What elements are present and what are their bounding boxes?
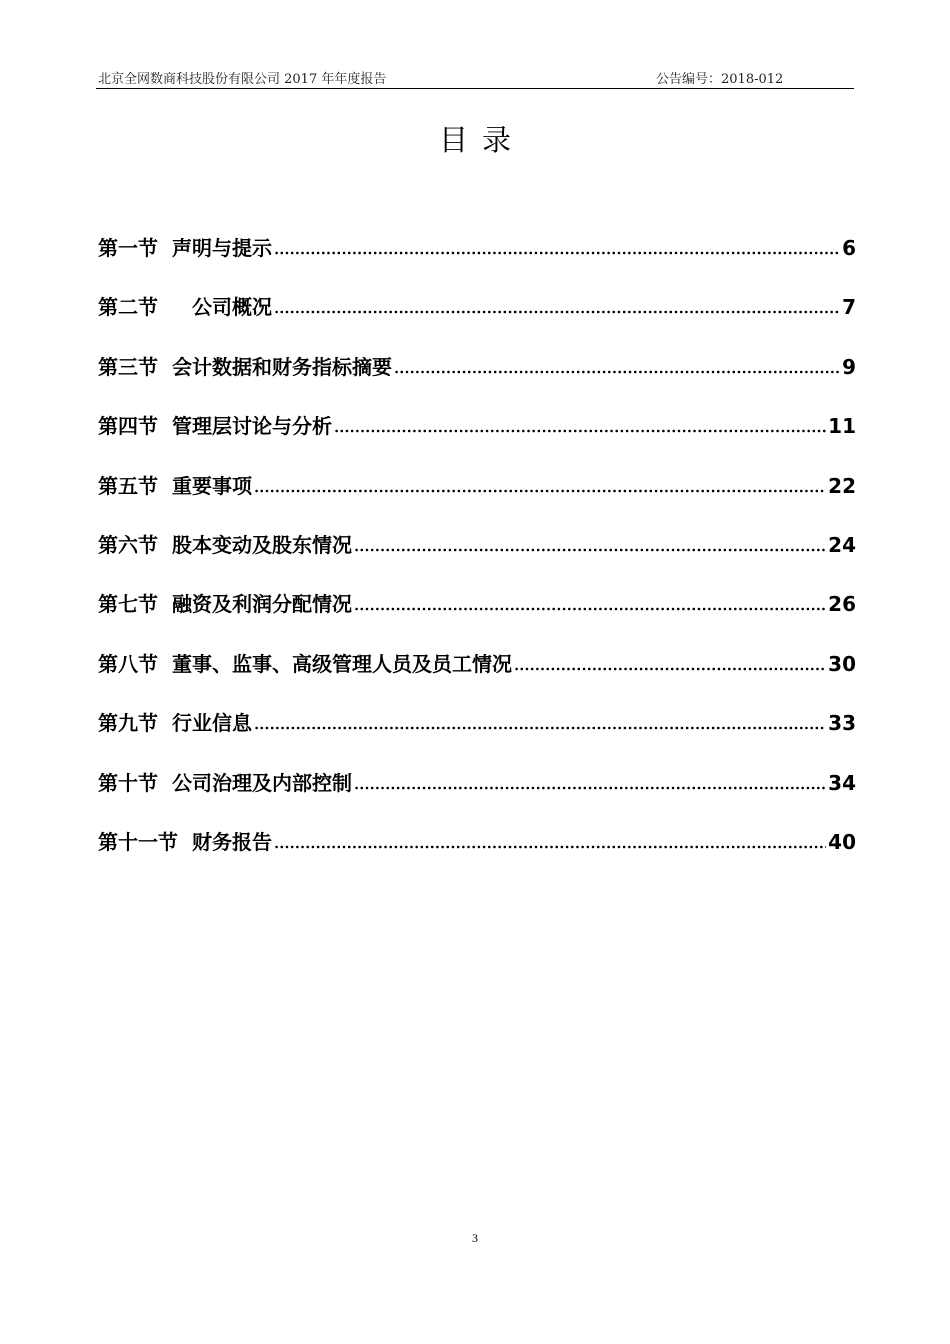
toc-section-name: 董事、监事、高级管理人员及员工情况 (172, 651, 512, 676)
toc-section-label: 第一节 (98, 236, 158, 260)
toc-section-name: 管理层讨论与分析 (172, 414, 332, 439)
toc-section-name: 融资及利润分配情况 (172, 592, 352, 617)
toc-page-number: 34 (828, 770, 856, 795)
page-header (96, 66, 854, 89)
header-report-title: 北京全网数商科技股份有限公司 2017 年年度报告 (98, 72, 387, 87)
toc-title: 目录 (438, 123, 525, 157)
toc-section-label: 第二节 (98, 295, 158, 320)
toc-section-label: 第十一节 (98, 829, 178, 854)
toc-dot-leader (274, 236, 840, 258)
toc-entry-7[interactable] (98, 588, 856, 647)
toc-page-number: 6 (842, 236, 856, 260)
toc-page-number: 11 (828, 414, 856, 439)
toc-section-name: 公司治理及内部控制 (172, 770, 352, 795)
toc-section-name: 会计数据和财务指标摘要 (172, 354, 392, 379)
header-announcement-number: 公告编号：2018-012 (656, 72, 784, 87)
toc-page-number: 26 (828, 592, 856, 617)
toc-entry-3[interactable] (98, 351, 856, 410)
toc-page-number: 30 (828, 651, 856, 676)
toc-page-number: 40 (828, 829, 856, 854)
toc-page-number: 33 (828, 711, 856, 736)
toc-page-number: 24 (828, 532, 856, 557)
toc-entry-10[interactable] (98, 767, 856, 826)
toc-dot-leader (354, 533, 826, 555)
toc-dot-leader (254, 474, 826, 496)
toc-page-number: 9 (842, 354, 856, 379)
toc-page-number: 22 (828, 473, 856, 498)
toc-dot-leader (274, 295, 840, 317)
toc-section-label: 第九节 (98, 711, 158, 736)
toc-section-name: 财务报告 (192, 829, 272, 854)
toc-entry-9[interactable] (98, 707, 856, 766)
toc-dot-leader (354, 592, 826, 614)
toc-dot-leader (274, 830, 826, 852)
toc-section-label: 第四节 (98, 414, 158, 439)
toc-section-name: 股本变动及股东情况 (172, 532, 352, 557)
toc-entry-5[interactable] (98, 470, 856, 529)
toc-section-label: 第七节 (98, 592, 158, 617)
toc-dot-leader (394, 355, 840, 377)
toc-entry-11[interactable] (98, 826, 856, 885)
toc-entry-1[interactable] (98, 232, 856, 291)
toc-entry-2[interactable] (98, 291, 856, 350)
toc-dot-leader (514, 652, 826, 674)
toc-dot-leader (334, 414, 826, 436)
toc-entry-4[interactable] (98, 410, 856, 469)
toc-entry-6[interactable] (98, 529, 856, 588)
toc-entry-8[interactable] (98, 648, 856, 707)
toc-section-name: 重要事项 (172, 473, 252, 498)
toc-section-label: 第六节 (98, 532, 158, 557)
toc-section-name: 行业信息 (172, 711, 252, 736)
toc-dot-leader (354, 771, 826, 793)
toc-section-name: 声明与提示 (172, 236, 272, 260)
page-number: 3 (472, 1231, 478, 1245)
toc-section-label: 第十节 (98, 770, 158, 795)
toc-dot-leader (254, 711, 826, 733)
toc-section-name: 公司概况 (192, 295, 272, 320)
toc-section-label: 第三节 (98, 354, 158, 379)
toc-list (98, 232, 856, 885)
toc-page-number: 7 (842, 295, 856, 320)
toc-section-label: 第五节 (98, 473, 158, 498)
toc-section-label: 第八节 (98, 651, 158, 676)
